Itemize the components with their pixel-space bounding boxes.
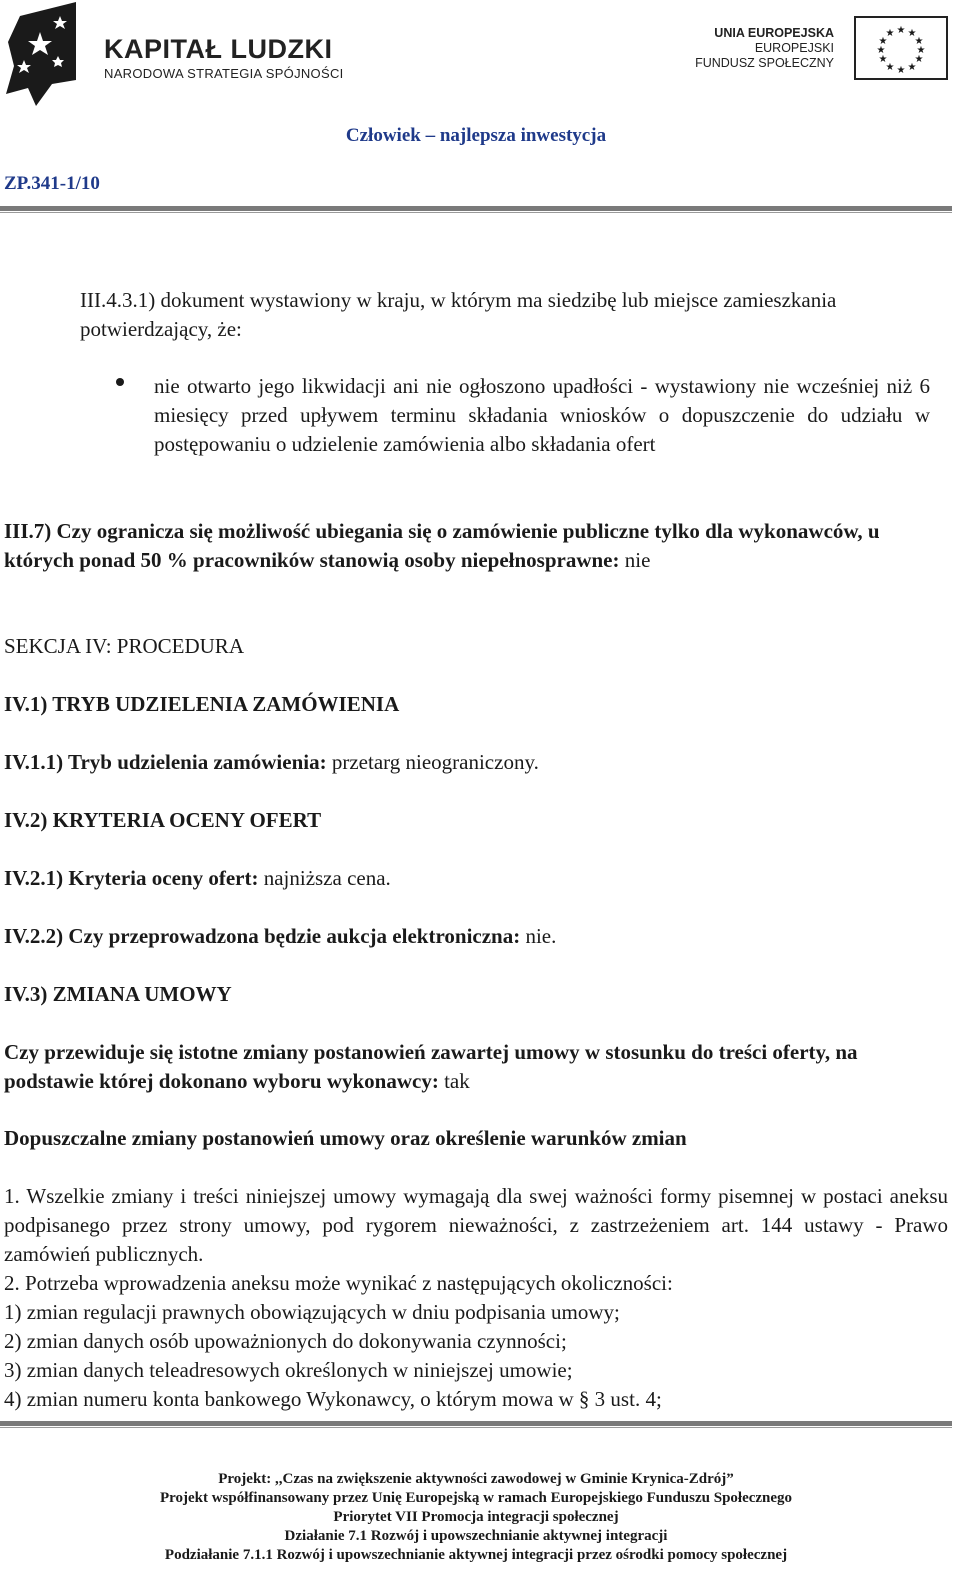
svg-text:★: ★ bbox=[896, 65, 906, 76]
point-2: 2. Potrzeba wprowadzenia aneksu może wynikać z następujących okoliczności: bbox=[4, 1271, 673, 1295]
reference-number: ZP.341-1/10 bbox=[4, 173, 100, 194]
iv-3-question: Czy przewiduje się istotne zmiany postanowień zawartej umowy w stosunku do treści oferty, na podstawie której dokonano wyboru wykonawcy: bbox=[4, 1040, 858, 1093]
sub-point-4: 4) zmian numeru konta bankowego Wykonawcy, o którym mowa w § 3 ust. 4; bbox=[4, 1387, 662, 1411]
svg-text:★: ★ bbox=[878, 36, 888, 47]
iv-2-2-label: IV.2.2) Czy przeprowadzona będzie aukcja elektroniczna: bbox=[4, 924, 521, 948]
iv-1-heading: IV.1) TRYB UDZIELENIA ZAMÓWIENIA bbox=[4, 692, 400, 716]
iv-3-question-block bbox=[4, 1038, 944, 1096]
iv-1-1-label: IV.1.1) Tryb udzielenia zamówienia: bbox=[4, 750, 327, 774]
item-iii-4-3-1: III.4.3.1) dokument wystawiony w kraju, w którym ma siedzibę lub miejsce zamieszkania potwierdzający, że: bbox=[80, 288, 837, 341]
point-1: 1. Wszelkie zmiany i treści niniejszej umowy wymagają dla swej ważności formy pisemnej w postaci aneksu podpisanego przez strony umowy, pod rygorem nieważności, z zastrzeżeniem art. 144 ustawy - Prawo zamówień publicznych. bbox=[4, 1184, 948, 1266]
section-iv-title: SEKCJA IV: PROCEDURA bbox=[4, 634, 244, 658]
footer-line: Działanie 7.1 Rozwój i upowszechnianie aktywnej integracji bbox=[284, 1528, 668, 1544]
iv-2-2 bbox=[4, 922, 556, 951]
footer-line: Projekt: ,,Czas na zwiększenie aktywności zawodowej w Gminie Krynica-Zdrój” bbox=[218, 1471, 734, 1487]
eu-label-line1: UNIA EUROPEJSKA bbox=[714, 26, 834, 40]
iv-2-1-label: IV.2.1) Kryteria oceny ofert: bbox=[4, 866, 259, 890]
iv-1-1-value: przetarg nieograniczony. bbox=[331, 750, 539, 774]
item-iii-7 bbox=[4, 517, 944, 575]
iv-2-heading: IV.2) KRYTERIA OCENY OFERT bbox=[4, 808, 322, 832]
eu-label-line3: FUNDUSZ SPOŁECZNY bbox=[695, 56, 834, 70]
sub-point-3: 3) zmian danych teleadresowych określonych w niniejszej umowie; bbox=[4, 1358, 573, 1382]
svg-text:★: ★ bbox=[896, 25, 906, 36]
footer-divider-thin bbox=[0, 1427, 952, 1428]
iv-3-answer: tak bbox=[444, 1069, 470, 1093]
eu-label-line2: EUROPEJSKI bbox=[754, 41, 834, 55]
sub-point-1: 1) zmian regulacji prawnych obowiązujących w dniu podpisania umowy; bbox=[4, 1300, 620, 1324]
sub-point-2: 2) zmian danych osób upoważnionych do dokonywania czynności; bbox=[4, 1329, 567, 1353]
svg-text:★: ★ bbox=[916, 45, 926, 56]
iv-1-1 bbox=[4, 748, 539, 777]
item-iii-7-question: III.7) Czy ogranicza się możliwość ubiegania się o zamówienie publiczne tylko dla wykonawców, u których ponad 50 % pracowników stanowią osoby niepełnosprawne: bbox=[4, 519, 880, 572]
iv-3-heading: IV.3) ZMIANA UMOWY bbox=[4, 982, 232, 1006]
svg-text:★: ★ bbox=[885, 62, 895, 73]
footer-divider bbox=[0, 1421, 952, 1426]
eu-label bbox=[634, 26, 834, 71]
svg-text:★: ★ bbox=[907, 62, 917, 73]
bullet-item: nie otwarto jego likwidacji ani nie ogłoszono upadłości - wystawiony nie wcześniej niż 6 miesięcy przed upływem terminu składania wniosków o dopuszczenie do udziału w postępowaniu o udzielenie zamówienia albo składania ofert bbox=[154, 374, 930, 456]
footer-line: Projekt współfinansowany przez Unię Europejską w ramach Europejskiego Funduszu Społecznego bbox=[159, 1490, 793, 1506]
iv-2-2-value: nie. bbox=[525, 924, 557, 948]
footer-line: Podziałanie 7.1.1 Rozwój i upowszechnianie aktywnej integracji przez ośrodki pomocy społecznej bbox=[164, 1547, 788, 1563]
motto: Człowiek – najlepsza inwestycja bbox=[345, 125, 607, 146]
svg-text:★: ★ bbox=[914, 36, 924, 47]
svg-text:★: ★ bbox=[907, 28, 917, 39]
item-iii-7-answer: nie bbox=[624, 548, 651, 572]
footer bbox=[0, 1470, 952, 1565]
svg-text:★: ★ bbox=[885, 28, 895, 39]
header-divider-thin bbox=[0, 212, 952, 213]
logo-title: KAPITAŁ LUDZKI bbox=[104, 34, 333, 64]
logo-subtitle: NARODOWA STRATEGIA SPÓJNOŚCI bbox=[104, 66, 344, 81]
iv-2-1-value: najniższa cena. bbox=[263, 866, 391, 890]
iv-2-1 bbox=[4, 864, 391, 893]
bullet-icon bbox=[116, 378, 124, 386]
changes-heading: Dopuszczalne zmiany postanowień umowy oraz określenie warunków zmian bbox=[4, 1126, 687, 1150]
footer-line: Priorytet VII Promocja integracji społecznej bbox=[333, 1509, 619, 1525]
svg-text:★: ★ bbox=[878, 54, 888, 65]
svg-text:★: ★ bbox=[876, 45, 886, 56]
header-divider bbox=[0, 206, 952, 211]
kapital-ludzki-logo-icon bbox=[6, 2, 78, 106]
eu-flag-icon bbox=[854, 16, 948, 80]
svg-text:★: ★ bbox=[914, 54, 924, 65]
